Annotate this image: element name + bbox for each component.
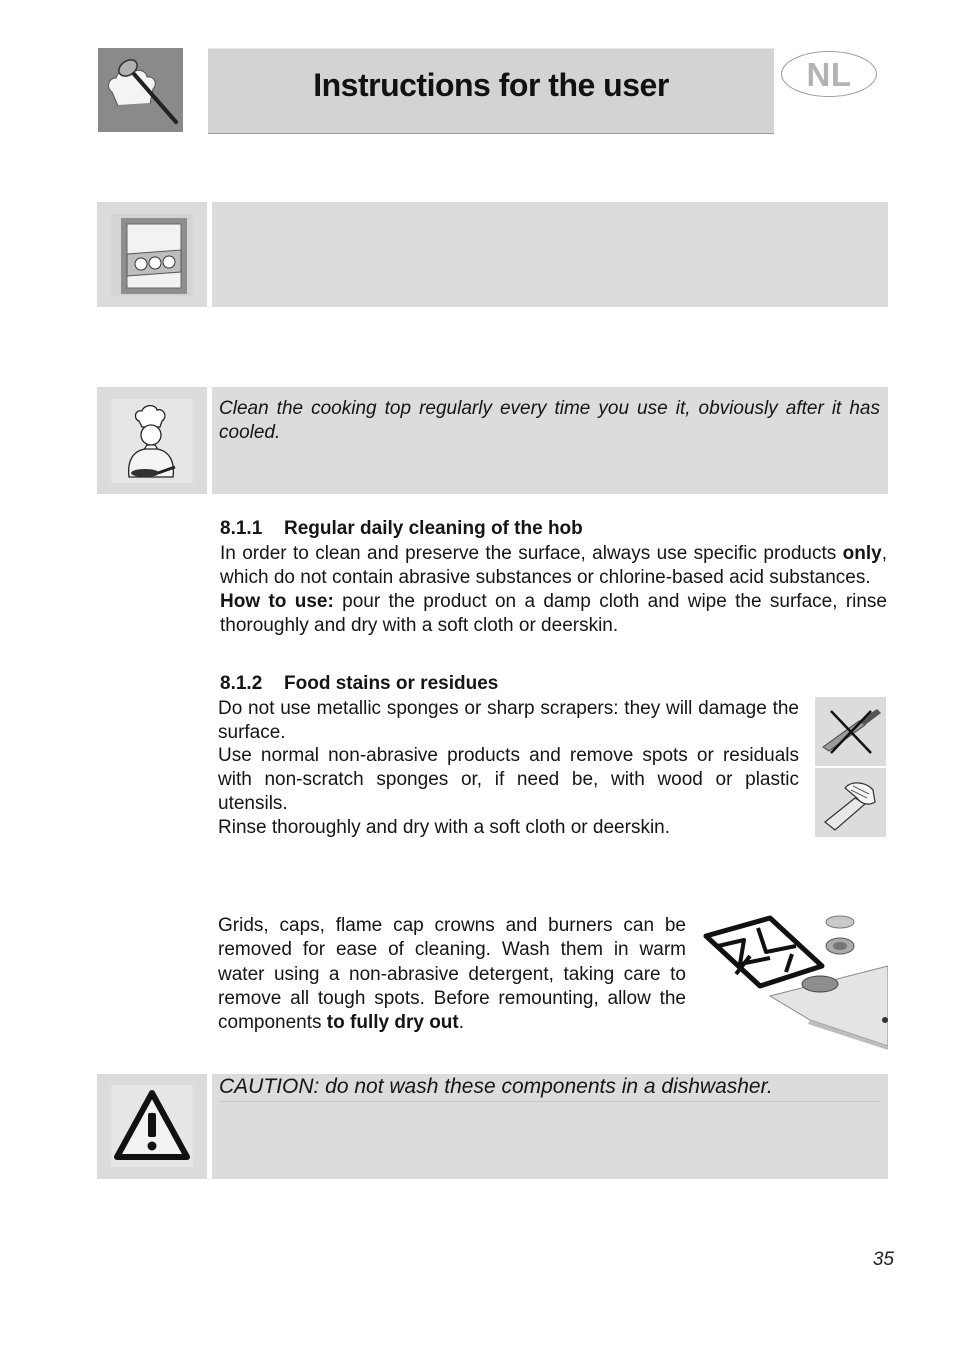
paragraph: Use normal non-abrasive products and remove spots or residuals with non-scratch sponges or, if need be, with wood or plastic utensils. bbox=[218, 745, 799, 814]
section-heading-band bbox=[212, 202, 888, 307]
subsection-8-1-1-heading bbox=[220, 518, 888, 540]
paragraph: How to use: pour the product on a damp cloth and wipe the surface, rinse thoroughly and dry with a soft cloth or deerskin. bbox=[220, 591, 887, 636]
subsection-number: 8.1.1 bbox=[220, 518, 263, 539]
page-title: Instructions for the user bbox=[313, 67, 669, 103]
section-icon-cell bbox=[97, 202, 207, 307]
paragraph: Do not use metallic sponges or sharp scrapers: they will damage the surface. bbox=[218, 698, 799, 743]
subsection-8-1-2-heading bbox=[220, 673, 888, 695]
tip-text-band bbox=[212, 387, 888, 494]
caution-text-band bbox=[212, 1074, 888, 1179]
header-logo bbox=[98, 48, 183, 132]
caution-icon-cell bbox=[97, 1074, 207, 1179]
no-scraper-icon bbox=[815, 697, 886, 766]
hob-grid-burner-illustration bbox=[700, 910, 888, 1052]
subsection-title: Regular daily cleaning of the hob bbox=[284, 518, 583, 539]
language-badge: NL bbox=[781, 51, 877, 97]
header-title-bar bbox=[208, 48, 774, 134]
no-scraper-image bbox=[815, 697, 886, 766]
hob-grid-image bbox=[700, 910, 888, 1052]
chef-icon bbox=[111, 399, 193, 483]
caution-text: CAUTION: do not wash these components in a dishwasher. bbox=[219, 1075, 880, 1102]
sponge-cleaning-icon bbox=[815, 768, 886, 837]
subsection-title: Food stains or residues bbox=[284, 673, 499, 694]
warning-triangle-icon bbox=[111, 1085, 193, 1167]
subsection-number: 8.1.2 bbox=[220, 673, 263, 694]
subsection-8-1-1-body bbox=[220, 542, 887, 638]
tip-text: Clean the cooking top regularly every time you use it, obviously after it has cooled. bbox=[219, 398, 880, 443]
oven-door-icon bbox=[111, 214, 193, 296]
paragraph: Rinse thoroughly and dry with a soft cloth or deerskin. bbox=[218, 816, 671, 838]
chef-hat-spoon-icon bbox=[98, 48, 183, 132]
subsection-8-1-2-body bbox=[218, 697, 799, 839]
sponge-cleaning-image bbox=[815, 768, 886, 837]
paragraph: In order to clean and preserve the surface, always use specific products only, which do not contain abrasive substances or chlorine-based acid substances. bbox=[220, 543, 887, 588]
page-number: 35 bbox=[872, 1249, 894, 1270]
grids-paragraph: Grids, caps, flame cap crowns and burners can be removed for ease of cleaning. Wash them in warm water using a non-abrasive detergent, taking care to remove all tough spots. Before remounting, allow the components to fully dry out. bbox=[218, 915, 686, 1034]
tip-icon-cell bbox=[97, 387, 207, 494]
